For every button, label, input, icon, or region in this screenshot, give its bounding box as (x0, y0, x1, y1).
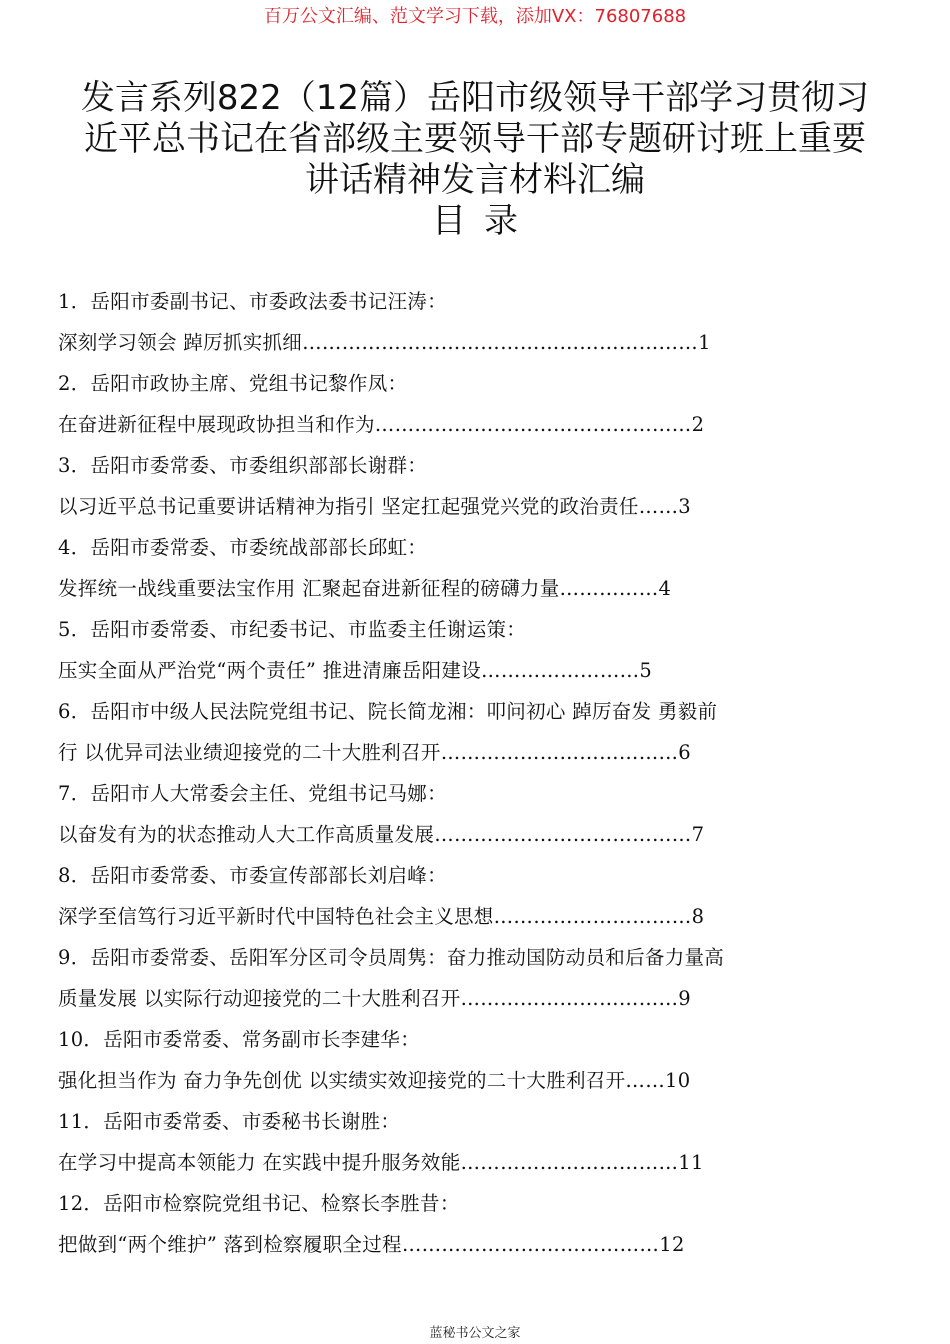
title-line-2: 近平总书记在省部级主要领导干部专题研讨班上重要 (84, 119, 866, 159)
toc-entry-5 (58, 614, 838, 696)
toc-heading: 目录 (432, 201, 536, 241)
toc-entry-topic: 质量发展 以实际行动迎接党的二十大胜利召开……………………………9 (58, 987, 692, 1010)
toc-entry-speaker: 7．岳阳市人大常委会主任、党组书记马娜： (58, 782, 447, 805)
toc-entry-topic: 把做到“两个维护” 落到检察履职全过程…………………………………12 (58, 1233, 685, 1256)
toc-entry-speaker: 5．岳阳市委常委、市纪委书记、市监委主任谢运策： (58, 618, 527, 641)
toc-entry-4 (58, 532, 838, 614)
toc-entry-speaker: 11．岳阳市委常委、市委秘书长谢胜： (58, 1110, 401, 1133)
toc-entry-speaker: 6．岳阳市中级人民法院党组书记、院长简龙湘：叩问初心 踔厉奋发 勇毅前 (58, 700, 718, 723)
toc-entry-topic: 压实全面从严治党“两个责任” 推进清廉岳阳建设……………………5 (58, 659, 653, 682)
toc-entry-12 (58, 1188, 838, 1270)
toc-entry-speaker: 4．岳阳市委常委、市委统战部部长邱虹： (58, 536, 428, 559)
toc-entry-10 (58, 1024, 838, 1106)
toc-entry-7 (58, 778, 838, 860)
toc-entry-1 (58, 286, 838, 368)
toc-entry-3 (58, 450, 838, 532)
title-line-3: 讲话精神发言材料汇编 (305, 160, 645, 200)
toc-entry-topic: 深刻学习领会 踔厉抓实抓细……………………………………………………1 (58, 331, 711, 354)
toc-entry-topic: 发挥统一战线重要法宝作用 汇聚起奋进新征程的磅礴力量……………4 (58, 577, 672, 600)
document-title (60, 78, 890, 242)
toc-entry-speaker: 10．岳阳市委常委、常务副市长李建华： (58, 1028, 421, 1051)
toc-entry-topic: 以习近平总书记重要讲话精神为指引 坚定扛起强党兴党的政治责任……3 (58, 495, 692, 518)
toc-entry-11 (58, 1106, 838, 1188)
toc-entry-topic: 在学习中提高本领能力 在实践中提升服务效能……………………………11 (58, 1151, 704, 1174)
toc-entry-6 (58, 696, 838, 778)
toc-entry-topic: 强化担当作为 奋力争先创优 以实绩实效迎接党的二十大胜利召开……10 (58, 1069, 691, 1092)
toc-entry-8 (58, 860, 838, 942)
table-of-contents (58, 286, 838, 1270)
toc-entry-speaker: 9．岳阳市委常委、岳阳军分区司令员周隽：奋力推动国防动员和后备力量高 (58, 946, 725, 969)
toc-entry-speaker: 3．岳阳市委常委、市委组织部部长谢群： (58, 454, 428, 477)
toc-entry-speaker: 12．岳阳市检察院党组书记、检察长李胜昔： (58, 1192, 460, 1215)
toc-entry-speaker: 8．岳阳市委常委、市委宣传部部长刘启峰： (58, 864, 447, 887)
toc-entry-topic: 在奋进新征程中展现政协担当和作为…………………………………………2 (58, 413, 705, 436)
toc-entry-9 (58, 942, 838, 1024)
title-line-1: 发言系列822（12篇）岳阳市级领导干部学习贯彻习 (80, 78, 870, 118)
toc-entry-2 (58, 368, 838, 450)
toc-entry-topic: 深学至信笃行习近平新时代中国特色社会主义思想…………………………8 (58, 905, 705, 928)
download-banner: 百万公文汇编、范文学习下载，添加VX：76807688 (263, 6, 687, 27)
toc-entry-speaker: 2．岳阳市政协主席、党组书记黎作凤： (58, 372, 408, 395)
toc-entry-topic: 以奋发有为的状态推动人大工作高质量发展…………………………………7 (58, 823, 705, 846)
toc-entry-speaker: 1．岳阳市委副书记、市委政法委书记汪涛： (58, 290, 447, 313)
page-footer: 蓝秘书公文之家 (429, 1326, 521, 1341)
toc-entry-topic: 行 以优异司法业绩迎接党的二十大胜利召开………………………………6 (58, 741, 692, 764)
